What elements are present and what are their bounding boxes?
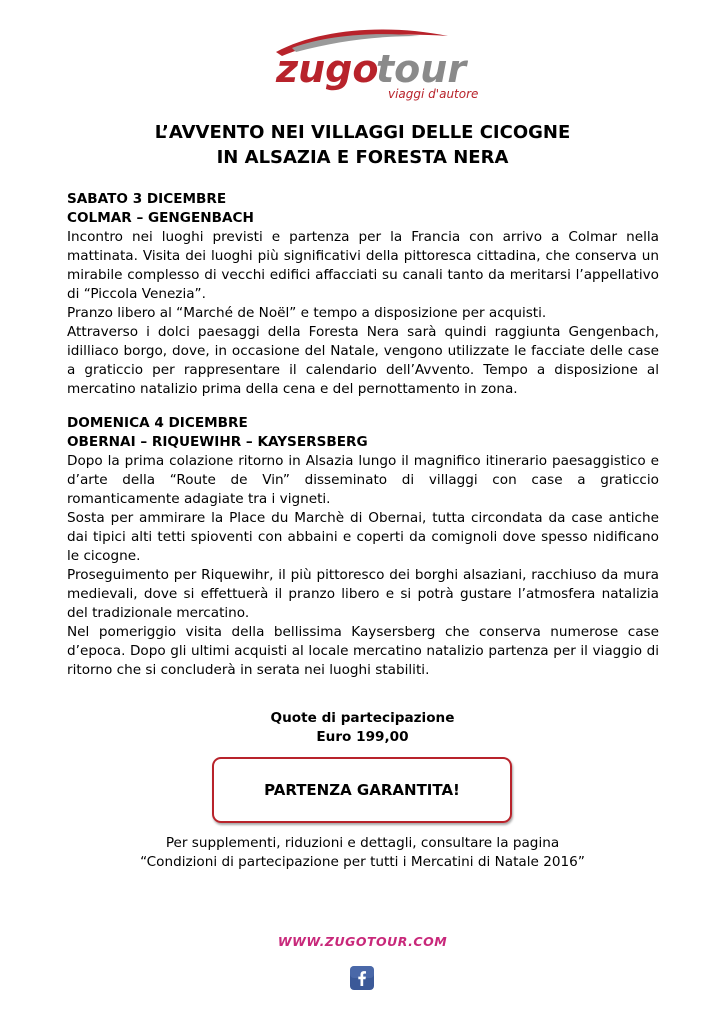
facebook-icon[interactable] — [350, 966, 374, 990]
itinerary-day-1 — [67, 190, 659, 399]
svg-text:tour: tour — [376, 47, 467, 91]
note-line-1: Per supplementi, riduzioni e dettagli, consultare la pagina — [165, 835, 560, 851]
day-paragraph: Incontro nei luoghi previsti e partenza per la Francia con arrivo a Colmar nella mattinata. Visita dei luoghi più significativi della pittoresca cittadina, che conserva un mirabile complesso di vecchi edifici affacciati su canali tanto da meritarsi l’appellativo di “Piccola Venezia”. — [67, 229, 659, 302]
document-title — [0, 120, 725, 170]
svg-text:zugo: zugo — [276, 47, 379, 91]
zugotour-logo — [270, 22, 480, 110]
day-route: COLMAR – GENGENBACH — [67, 210, 254, 226]
svg-text:viaggi d'autore: viaggi d'autore — [388, 87, 479, 101]
day-route: OBERNAI – RIQUEWIHR – KAYSERSBERG — [67, 434, 368, 450]
day-paragraph: Pranzo libero al “Marché de Noël” e tempo a disposizione per acquisti. — [67, 305, 547, 321]
title-line-1: L’AVVENTO NEI VILLAGGI DELLE CICOGNE — [154, 122, 571, 143]
day-date: DOMENICA 4 DICEMBRE — [67, 415, 248, 431]
itinerary-day-2 — [67, 414, 659, 680]
day-date: SABATO 3 DICEMBRE — [67, 191, 227, 207]
day-paragraph: Sosta per ammirare la Place du Marchè di Obernai, tutta circondata da case antiche dai tipici alti tetti spioventi con abbaini e coperti da comignoli dove spesso nidificano le cicogne. — [67, 510, 659, 564]
price-block — [0, 709, 725, 747]
day-paragraph: Attraverso i dolci paesaggi della Foresta Nera sarà quindi raggiunta Gengenbach, idilliaco borgo, dove, in occasione del Natale, vengono utilizzate le facciate delle case a graticcio per rappresentare il calendario dell’Avvento. Tempo a disposizione al mercatino natalizio prima della cena e del pernottamento in zona. — [67, 324, 659, 397]
note-line-2: “Condizioni di partecipazione per tutti i Mercatini di Natale 2016” — [140, 854, 585, 870]
guaranteed-departure-banner: PARTENZA GARANTITA! — [212, 757, 512, 823]
day-paragraph: Dopo la prima colazione ritorno in Alsazia lungo il magnifico itinerario paesaggistico e d’arte della “Route de Vin” disseminato di villaggi con case a graticcio romanticamente adagiate tra i vigneti. — [67, 453, 659, 507]
price-value: Euro 199,00 — [316, 729, 409, 745]
conditions-note — [0, 834, 725, 872]
day-paragraph: Nel pomeriggio visita della bellissima Kaysersberg che conserva numerose case d’epoca. Dopo gli ultimi acquisti al locale mercatino natalizio partenza per il viaggio di ritorno che si concluderà in serata nei luoghi stabiliti. — [67, 624, 659, 678]
website-link[interactable]: WWW.ZUGOTOUR.COM — [277, 934, 448, 949]
day-paragraph: Proseguimento per Riquewihr, il più pittoresco dei borghi alsaziani, racchiuso da mura medievali, dove si effettuerà il pranzo libero e si potrà gustare l’atmosfera natalizia del tradizionale mercatino. — [67, 567, 659, 621]
title-line-2: IN ALSAZIA E FORESTA NERA — [216, 147, 509, 168]
price-label: Quote di partecipazione — [270, 710, 455, 726]
